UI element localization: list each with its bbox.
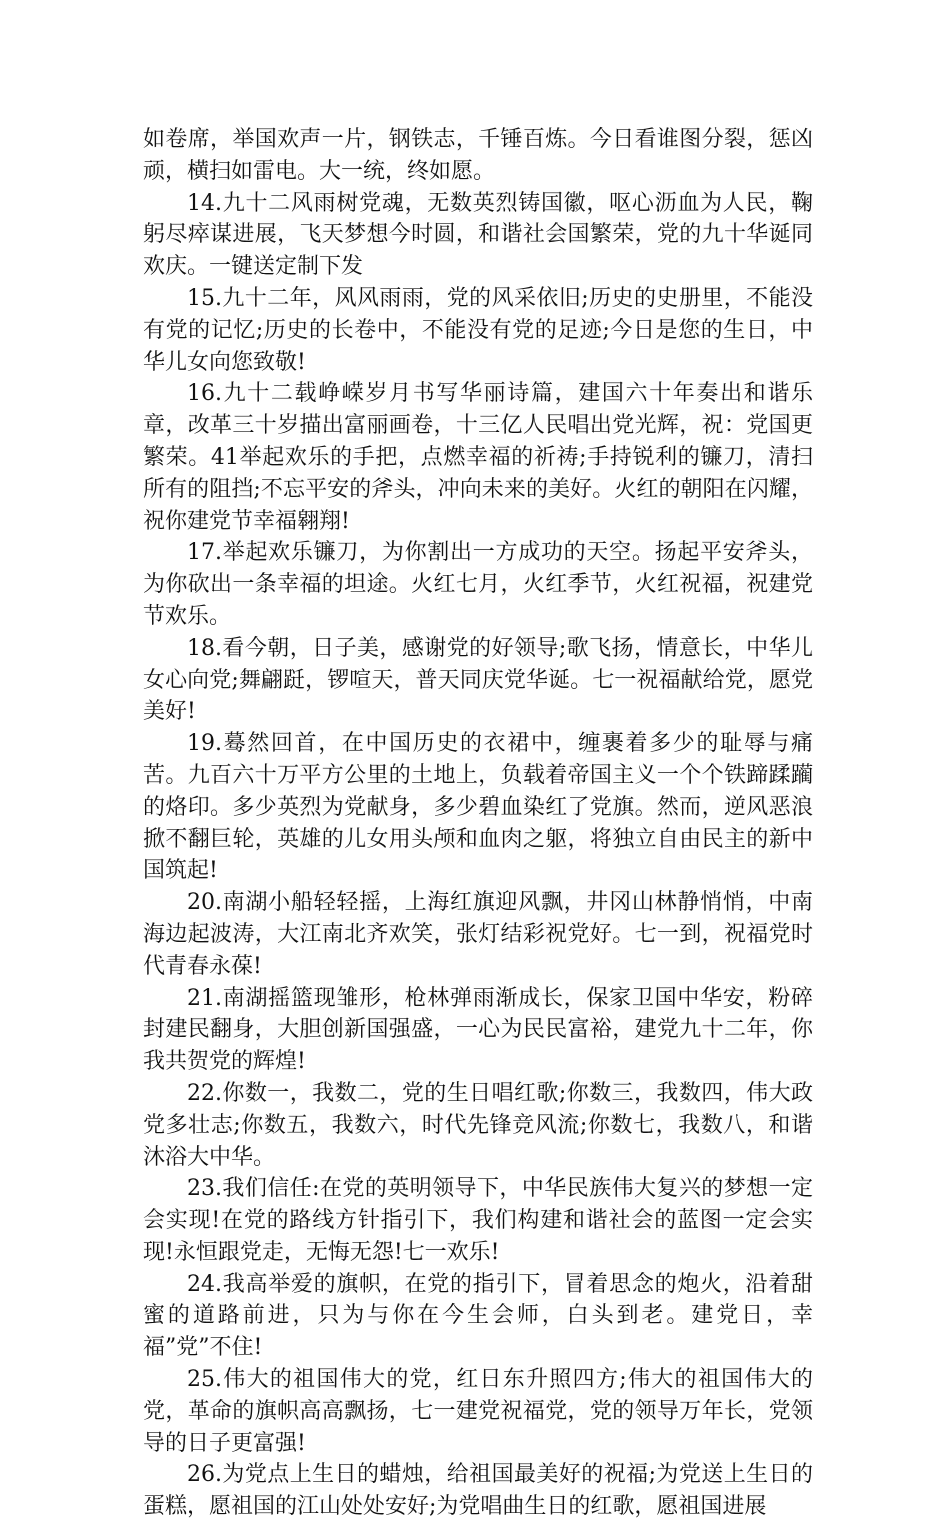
document-body xyxy=(143,124,813,1523)
paragraph-16: 16.九十二载峥嵘岁月书写华丽诗篇，建国六十年奏出和谐乐章，改革三十岁描出富丽画卷，十三亿人民唱出党光辉，祝：党国更繁荣。41举起欢乐的手把，点燃幸福的祈祷;手持锐利的镰刀，清扫所有的阻挡;不忘平安的斧头，冲向未来的美好。火红的朝阳在闪耀，祝你建党节幸福翱翔! xyxy=(143,381,813,534)
paragraph-18: 18.看今朝，日子美，感谢党的好领导;歌飞扬，情意长，中华儿女心向党;舞翩跹，锣喧天，普天同庆党华诞。七一祝福献给党，愿党美好! xyxy=(143,635,813,725)
paragraph-24: 24.我高举爱的旗帜，在党的指引下，冒着思念的炮火，沿着甜蜜的道路前进，只为与你在今生会师，白头到老。建党日，幸福”党”不住! xyxy=(143,1271,813,1361)
paragraph-19: 19.蓦然回首，在中国历史的衣裙中，缠裹着多少的耻辱与痛苦。九百六十万平方公里的土地上，负载着帝国主义一个个铁蹄蹂躏的烙印。多少英烈为党献身，多少碧血染红了党旗。然而，逆风恶浪掀不翻巨轮，英雄的儿女用头颅和血肉之躯，将独立自由民主的新中国筑起! xyxy=(143,731,813,884)
paragraph-21: 21.南湖摇篮现雏形，枪林弹雨渐成长，保家卫国中华安，粉碎封建民翻身，大胆创新国强盛，一心为民民富裕，建党九十二年，你我共贺党的辉煌! xyxy=(143,985,813,1075)
paragraph-17: 17.举起欢乐镰刀，为你割出一方成功的天空。扬起平安斧头，为你砍出一条幸福的坦途。火红七月，火红季节，火红祝福，祝建党节欢乐。 xyxy=(143,540,813,629)
paragraph-23: 23.我们信任:在党的英明领导下，中华民族伟大复兴的梦想一定会实现!在党的路线方针指引下，我们构建和谐社会的蓝图一定会实现!永恒跟党走，无悔无怨!七一欢乐! xyxy=(143,1176,813,1265)
paragraph-26: 26.为党点上生日的蜡烛，给祖国最美好的祝福;为党送上生日的蛋糕，愿祖国的江山处处安好;为党唱曲生日的红歌，愿祖国进展 xyxy=(143,1462,813,1520)
paragraph-20: 20.南湖小船轻轻摇，上海红旗迎风飘，井冈山林静悄悄，中南海边起波涛，大江南北齐欢笑，张灯结彩祝党好。七一到，祝福党时代青春永葆! xyxy=(143,890,813,979)
paragraph-15: 15.九十二年，风风雨雨，党的风采依旧;历史的史册里，不能没有党的记忆;历史的长卷中，不能没有党的足迹;今日是您的生日，中华儿女向您致敬! xyxy=(143,285,813,375)
paragraph-22: 22.你数一，我数二，党的生日唱红歌;你数三，我数四，伟大政党多壮志;你数五，我数六，时代先锋竞风流;你数七，我数八，和谐沐浴大中华。 xyxy=(143,1080,813,1170)
paragraph-14: 14.九十二风雨树党魂，无数英烈铸国徽，呕心沥血为人民，鞠躬尽瘁谋进展，飞天梦想今时圆，和谐社会国繁荣，党的九十华诞同欢庆。一键送定制下发 xyxy=(143,190,813,280)
paragraph-25: 25.伟大的祖国伟大的党，红日东升照四方;伟大的祖国伟大的党，革命的旗帜高高飘扬，七一建党祝福党，党的领导万年长，党领导的日子更富强! xyxy=(143,1367,813,1456)
paragraph-continuation: 如卷席，举国欢声一片，钢铁志，千锤百炼。今日看谁图分裂，惩凶顽，横扫如雷电。大一统，终如愿。 xyxy=(143,127,813,184)
